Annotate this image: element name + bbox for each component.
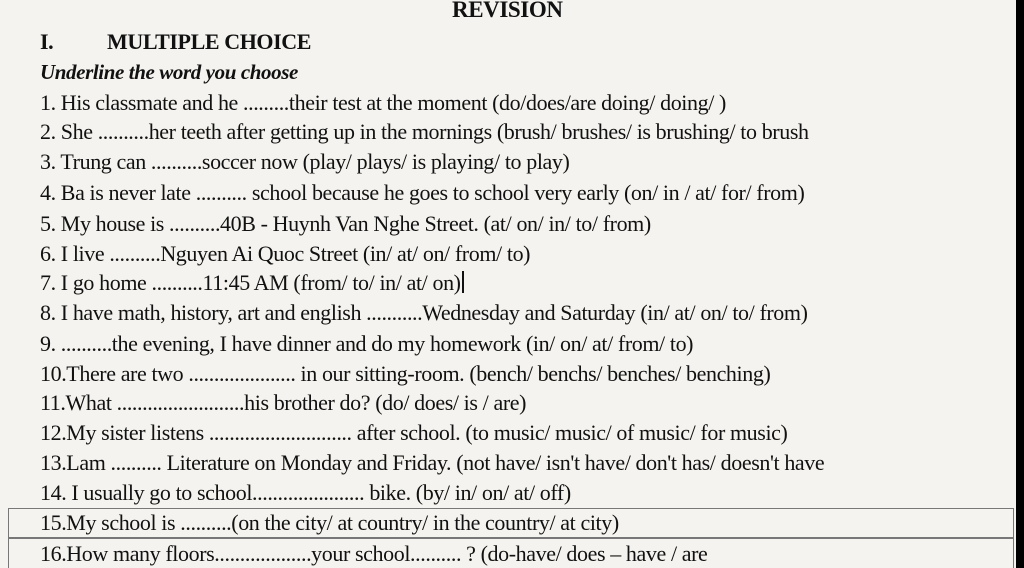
question-4: 4. Ba is never late .......... school because he goes to school very early (on/ in / at/ for/ from) [40, 180, 805, 205]
question-1: 1. His classmate and he .........their test at the moment (do/does/are doing/ doing/ ) [40, 90, 726, 115]
question-5: 5. My house is ..........40B - Huynh Van Nghe Street. (at/ on/ in/ to/ from) [40, 211, 651, 236]
question-9: 9. ..........the evening, I have dinner and do my homework (in/ on/ at/ from/ to) [40, 331, 694, 356]
instruction: Underline the word you choose [40, 60, 298, 84]
question-12: 12.My sister listens ............................ after school. (to music/ music/ of music/ for music) [40, 420, 788, 445]
question-7-text: 7. I go home ..........11:45 AM (from/ to/ in/ at/ on) [40, 270, 461, 295]
question-8: 8. I have math, history, art and english ...........Wednesday and Saturday (in/ at/ on/ to/ from) [40, 300, 808, 325]
page-title: REVISION [452, 0, 563, 22]
question-2: 2. She ..........her teeth after getting up in the mornings (brush/ brushes/ is brushing/ to brush [40, 119, 809, 144]
question-6: 6. I live ..........Nguyen Ai Quoc Street (in/ at/ on/ from/ to) [40, 241, 531, 266]
question-10: 10.There are two ..................... in our sitting-room. (bench/ benchs/ benches/ benching) [40, 361, 771, 386]
question-3: 3. Trung can ..........soccer now (play/ plays/ is playing/ to play) [40, 149, 570, 174]
question-13: 13.Lam .......... Literature on Monday and Friday. (not have/ isn't have/ don't has/ doesn't have [40, 450, 825, 475]
question-14: 14. I usually go to school...................... bike. (by/ in/ on/ at/ off) [40, 480, 571, 505]
question-11: 11.What .........................his brother do? (do/ does/ is / are) [40, 390, 527, 415]
question-7 [40, 270, 464, 296]
question-15: 15.My school is ..........(on the city/ at country/ in the country/ at city) [40, 510, 619, 535]
section-title: MULTIPLE CHOICE [107, 29, 312, 54]
text-cursor [462, 271, 464, 293]
question-16: 16.How many floors...................your school.......... ? (do-have/ does – have / are [40, 541, 708, 566]
section-number: I. [40, 29, 54, 54]
